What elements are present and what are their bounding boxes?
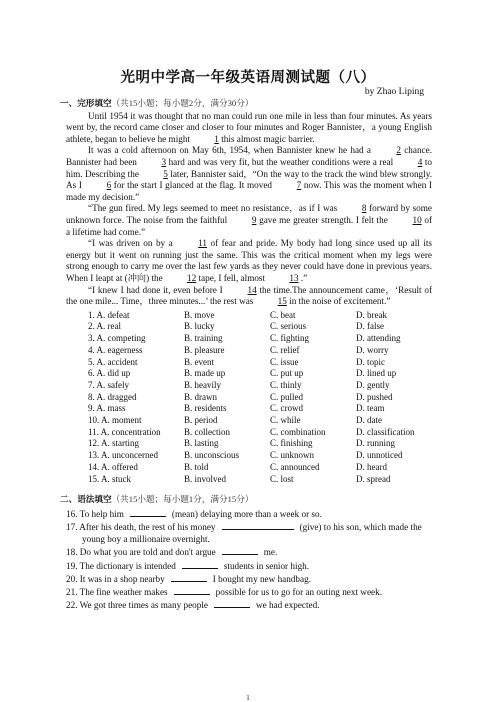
option-choice[interactable]: 14. A. offered [88,461,138,472]
option-choice[interactable]: C. serious [270,321,306,332]
page-number: 1 [246,694,250,702]
option-choice[interactable]: 6. A. did up [88,368,131,379]
option-choice[interactable]: D. gently [356,379,390,390]
option-choice[interactable]: B. unconscious [184,450,239,461]
grammar-question [66,585,432,598]
question-text: 21. The fine weather makes [66,587,168,598]
grammar-question [66,598,432,611]
option-row [88,392,432,404]
question-text: I bought my new handbag. [212,573,311,584]
option-choice[interactable]: C. issue [270,356,299,367]
section-1-header [60,98,432,111]
question-text: me. [263,547,278,558]
option-choice[interactable]: C. unknown [270,450,315,461]
option-choice[interactable]: C. crowd [270,403,303,414]
option-choice[interactable]: D. classification [356,426,415,437]
option-choice[interactable]: B. heavily [184,379,221,390]
option-choice[interactable]: B. lasting [184,438,219,449]
option-row [88,450,432,462]
answer-blank[interactable] [174,585,210,595]
question-text: 20. It was in a shop nearby [66,573,165,584]
passage-text: of a lifetime had come.” [66,214,433,237]
grammar-questions [66,507,432,612]
option-choice[interactable]: D. worry [356,344,389,355]
passage-text: of fear and pride. My body had long since used up all its energy but it went on running just the same. This was the critical moment when my legs were strong enough to carry me over the last few yards as they never could have done in previous years. When I leapt at (冲向) the [66,238,432,283]
option-row [88,333,432,345]
passage-text: now. This was the moment when I made my decision.” [66,180,432,202]
option-choice[interactable]: 10. A. moment [88,415,142,426]
cloze-blank[interactable]: 15 [277,296,287,307]
question-text: 19. The dictionary is intended [66,560,176,571]
passage-text: It was a cold afternoon on May 6th, 1954, when Bannister knew he had a [88,145,375,156]
option-choice[interactable]: D. heard [356,461,387,472]
passage-text: gave me greater strength. I felt the [256,214,391,225]
question-text: students in senior high. [223,560,310,571]
cloze-blank[interactable]: 8 [361,203,367,214]
option-choice[interactable]: D. unnoticed [356,450,403,461]
passage-paragraph [66,238,432,284]
grammar-question [66,545,432,558]
cloze-blank[interactable]: 14 [247,284,257,295]
option-choice[interactable]: B. collection [184,426,230,437]
option-choice[interactable]: D. false [356,321,384,332]
passage-text: Until 1954 it was thought that no man could run one mile in less than four minutes. As years went by, the record came closer and closer to four minutes and Roger Bannister，a young English athlete, began to believe he might [66,110,432,144]
option-row [88,474,432,486]
option-choice[interactable]: C. pulled [270,391,303,402]
passage-text: to him. Describing the [66,156,432,179]
passage-text: .” [298,272,308,283]
option-choice[interactable]: C. combination [270,426,326,437]
option-row [88,415,432,427]
section-2-heading: 二、语法填空 [60,495,112,506]
section-2-header [60,494,432,507]
option-choice[interactable]: D. spread [356,473,391,484]
passage-paragraph [66,111,432,146]
option-choice[interactable]: 11. A. concentration [88,426,161,437]
cloze-blank[interactable]: 5 [163,168,168,179]
section-1-note: （共15小题；每小题2分，满分30分） [111,98,254,108]
option-choice[interactable]: D. running [356,438,395,449]
page-title: 光明中学高一年级英语周测试题（八） [120,70,376,86]
section-1-heading: 一、完形填空 [60,99,112,109]
option-choice[interactable]: D. topic [356,356,385,367]
answer-blank[interactable] [222,520,294,530]
option-choice[interactable]: B. move [184,309,215,320]
question-text: (give) to his son, which made the young boy a millionaire overnight. [82,522,422,545]
option-choice[interactable]: 15. A. stuck [88,473,132,484]
option-row [88,345,432,357]
option-choice[interactable]: D. date [356,415,382,426]
option-choice[interactable]: C. relief [270,344,300,355]
passage-paragraph [66,145,432,203]
question-text: (mean) delaying more than a week or so. [171,508,322,519]
option-choice[interactable]: 12. A. starting [88,438,139,449]
cloze-passage [66,111,432,308]
option-choice[interactable]: 13. A. unconcerned [88,450,158,461]
passage-text: chance. Bannister had been [66,145,433,167]
author-line: by Zhao Liping [364,87,424,97]
option-choice[interactable]: B. involved [184,473,226,484]
grammar-question [66,507,432,520]
cloze-blank[interactable]: 12 [186,272,197,283]
answer-blank[interactable] [130,507,166,517]
cloze-blank[interactable]: 13 [289,272,299,283]
cloze-blank[interactable]: 7 [296,180,302,191]
answer-blank[interactable] [214,598,250,608]
question-text: 18. Do what you are told and don't argue [66,547,216,558]
question-text: 22. We got three times as many people [66,600,208,611]
question-text: 17. After his death, the rest of his money [66,522,216,533]
option-row [88,438,432,450]
option-choice[interactable]: D. break [356,309,387,320]
option-choice[interactable]: C. finishing [270,438,313,449]
passage-text: “I knew I had done it, even before I [88,284,226,295]
option-row [88,310,432,322]
option-row [88,380,432,392]
answer-blank[interactable] [222,545,258,555]
option-row [88,462,432,474]
option-choice[interactable]: B. training [184,333,223,344]
cloze-blank[interactable]: 10 [412,214,422,225]
option-choice[interactable]: D. pushed [356,391,393,402]
question-text: possible for us to go for an outing next week. [215,587,382,598]
option-row [88,368,432,380]
passage-text: the time.The announcement came，‘Result of the one mile... Time，three minutes...’ the rest was [66,284,433,307]
option-row [88,403,432,415]
passage-text: hard and was very fit, but the weather conditions were a real [166,156,396,167]
option-choice[interactable]: 3. A. competing [88,333,146,344]
grammar-question [66,559,432,572]
option-choice[interactable]: B. drawn [184,391,217,402]
option-choice[interactable]: 7. A. safely [88,379,129,390]
option-row [88,357,432,369]
option-choice[interactable]: C. fighting [270,333,310,344]
passage-text: “I was driven on by a [88,238,177,249]
option-choice[interactable]: C. lost [270,473,294,484]
passage-text: “The gun fired. My legs seemed to meet no resistance，as if I was [88,203,340,214]
option-choice[interactable]: B. made up [184,368,226,379]
option-choice[interactable]: 5. A. accident [88,356,138,367]
option-choice[interactable]: B. period [184,415,218,426]
option-choice[interactable]: B. pleasure [184,344,225,355]
option-choice[interactable]: 2. A. real [88,321,121,332]
passage-paragraph [66,203,432,238]
test-body [60,98,433,611]
cloze-blank[interactable]: 9 [251,214,257,225]
cloze-blank[interactable]: 6 [106,180,112,191]
option-choice[interactable]: C. put up [270,368,304,379]
option-row [88,321,432,333]
options-table [88,310,432,486]
passage-text: forward by some unknown force. The noise from the faithful [66,203,432,225]
grammar-question [66,520,432,545]
option-choice[interactable]: D. attending [356,333,401,344]
passage-paragraph [66,285,432,308]
option-choice[interactable]: C. thinly [270,379,302,390]
option-choice[interactable]: B. told [184,461,209,472]
option-choice[interactable]: C. announced [270,461,320,472]
option-choice[interactable]: 8. A. dragged [88,391,137,402]
question-text: we had expected. [255,600,320,611]
cloze-blank[interactable]: 3 [161,156,167,167]
cloze-blank[interactable]: 1 [214,133,219,144]
answer-blank[interactable] [182,559,218,569]
option-choice[interactable]: C. beat [270,309,296,320]
option-choice[interactable]: C. while [270,415,301,426]
option-choice[interactable]: 1. A. defeat [88,309,130,320]
cloze-blank[interactable]: 11 [198,238,208,249]
option-choice[interactable]: D. lined up [356,368,397,379]
question-text: 16. To help him [66,508,124,519]
cloze-blank[interactable]: 2 [396,145,401,156]
passage-text: in the noise of excitement.” [286,296,391,307]
passage-text: for the start I glanced at the flag. It moved [111,180,275,191]
passage-text: later, Bannister said，“On the way to the track the wind blew strongly. As I [66,168,432,191]
option-choice[interactable]: D. team [356,403,385,414]
option-choice[interactable]: B. lucky [184,321,215,332]
option-choice[interactable]: B. residents [184,403,227,414]
section-2-note: （共15小题；每小题1分，满分15分） [111,494,254,505]
option-choice[interactable]: B. event [184,356,214,367]
cloze-blank[interactable]: 4 [417,156,423,167]
option-choice[interactable]: 4. A. eagerness [88,344,143,355]
passage-text: tape, I fell, almost [196,272,268,283]
option-choice[interactable]: 9. A. mass [88,403,126,414]
option-row [88,427,432,439]
answer-blank[interactable] [171,572,207,582]
grammar-question [66,572,432,585]
passage-text: this almost magic barrier. [218,133,315,144]
